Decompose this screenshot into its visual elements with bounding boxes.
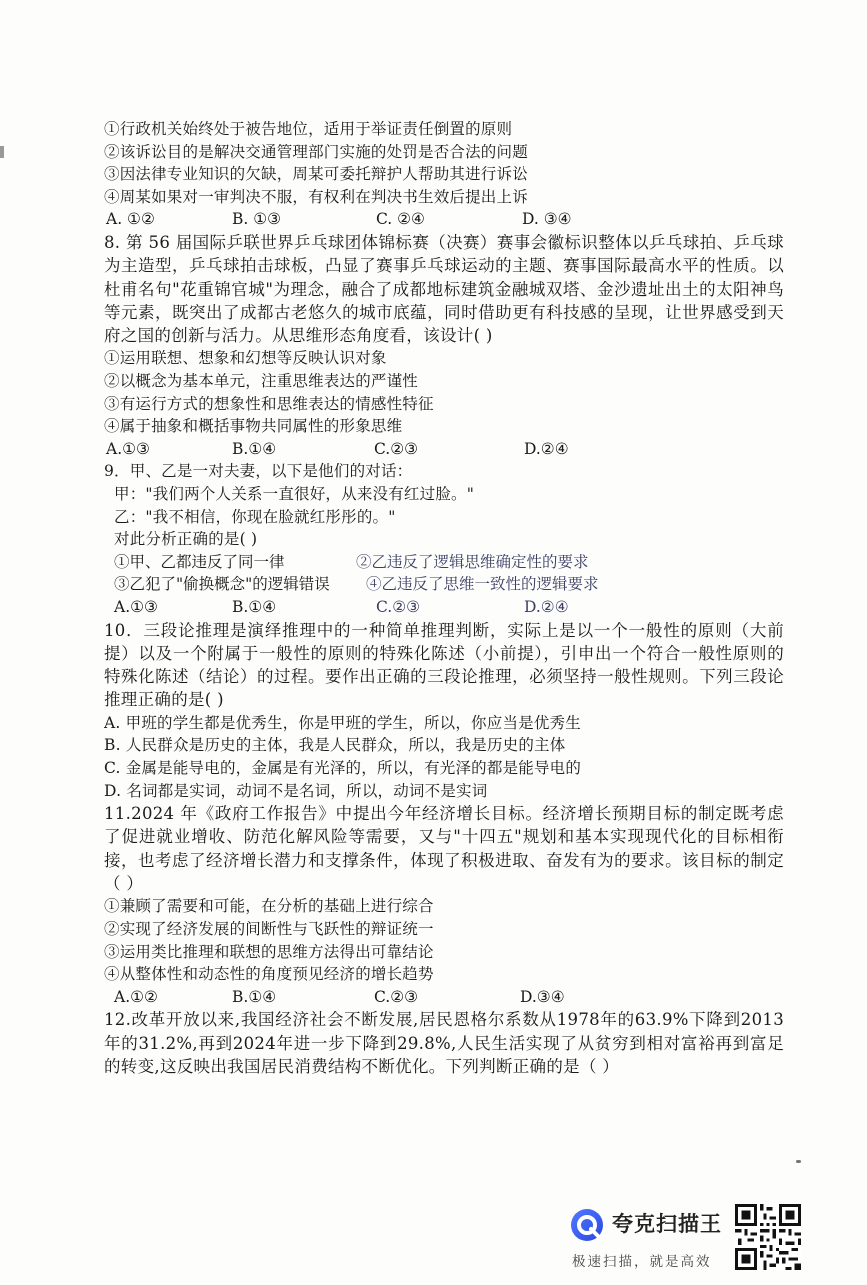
q8-item-3: ③有运行方式的想象性和思维表达的情感性特征 <box>104 394 434 413</box>
q11-stem: 11.2024 年《政府工作报告》中提出今年经济增长目标。经济增长预期目标的制定既考虑了促进就业增收、防范化解风险等需要，又与"十四五"规划和基本实现现代化的目标相衔接，也考虑了经济增长潜力和支撑条件，体现了积极进取、奋发有为的要求。该目标的制定（ ） <box>104 804 784 894</box>
q8-option-c: C.②③ <box>374 439 419 458</box>
q10-stem: 10．三段论推理是演绎推理中的一种简单推理判断，实际上是以一个一般性的原则（大前提）以及一个附属于一般性的原则的特殊化陈述（小前提），引申出一个符合一般性原则的特殊化陈述（结论）的过程。要作出正确的三段论推理，必须坚持一般性规则。下列三段论推理正确的是( ) <box>104 620 784 710</box>
q9-dialog-2: 乙："我不相信，你现在脸就红彤彤的。" <box>114 507 396 526</box>
q11-option-c: C.②③ <box>374 987 419 1006</box>
q8-item-1: ①运用联想、想象和幻想等反映认识对象 <box>104 349 387 368</box>
q9-option-d: D.②④ <box>524 597 569 616</box>
q9-option-c: C.②③ <box>376 597 421 616</box>
q11-option-d: D.③④ <box>520 987 565 1006</box>
q7-item-3: ③因法律专业知识的欠缺，周某可委托辩护人帮助其进行诉讼 <box>104 165 528 184</box>
quark-logo-icon <box>570 1208 604 1242</box>
q11-item-4: ④从整体性和动态性的角度预见经济的增长趋势 <box>104 965 434 984</box>
q11-option-a: A.①② <box>114 987 158 1006</box>
q9-item-4: ④乙违反了思维一致性的逻辑要求 <box>366 575 599 594</box>
watermark-subtitle: 极速扫描，就是高效 <box>572 1254 712 1270</box>
q8-options <box>104 438 784 461</box>
scan-edge-mark <box>0 146 4 158</box>
q7-option-b: B. ①③ <box>232 210 282 229</box>
q9-dialog-1: 甲："我们两个人关系一直很好，从来没有红过脸。" <box>114 485 475 504</box>
exam-content <box>104 118 784 1078</box>
q9-items-row-2 <box>104 573 784 596</box>
scanner-watermark <box>570 1200 860 1280</box>
q9-option-a: A.①③ <box>114 597 158 616</box>
q8-option-b: B.①④ <box>232 439 277 458</box>
q9-item-3: ③乙犯了"偷换概念"的逻辑错误 <box>114 575 330 594</box>
q11-options <box>104 986 784 1009</box>
q11-item-2: ②实现了经济发展的间断性与飞跃性的辩证统一 <box>104 919 434 938</box>
question-8-items <box>104 347 784 437</box>
q8-stem: 8. 第 56 届国际乒联世界乒乓球团体锦标赛（决赛）赛事会徽标识整体以乒乓球拍、乒乓球为主造型，乒乓球拍击球板，凸显了赛事乒乓球运动的主题、赛事国际最高水平的性质。以杜甫名句"花重锦官城"为理念，融合了成都地标建筑金融城双塔、金沙遗址出土的太阳神鸟等元素，既突出了成都古老悠久的城市底蕴，同时借助更有科技感的呈现，让世界感受到天府之国的创新与活力。从思维形态角度看，该设计( ) <box>104 232 784 346</box>
q11-item-3: ③运用类比推理和联想的思维方法得出可靠结论 <box>104 942 434 961</box>
q10-option-a: A. 甲班的学生都是优秀生，你是甲班的学生，所以，你应当是优秀生 <box>104 713 581 732</box>
q8-item-4: ④属于抽象和概括事物共同属性的形象思维 <box>104 417 403 436</box>
q7-options <box>104 208 784 231</box>
q9-item-2: ②乙违反了逻辑思维确定性的要求 <box>356 552 589 571</box>
q7-option-d: D. ③④ <box>522 210 572 229</box>
q9-items-row-1 <box>104 551 784 574</box>
q8-option-a: A.①③ <box>106 439 150 458</box>
q9-ask: 对此分析正确的是( ) <box>114 530 258 549</box>
q10-option-c: C. 金属是能导电的，金属是有光泽的，所以，有光泽的都是能导电的 <box>104 758 582 777</box>
q9-item-1: ①甲、乙都违反了同一律 <box>114 552 285 571</box>
q7-option-a: A. ①② <box>106 210 155 229</box>
q9-option-b: B.①④ <box>232 597 277 616</box>
q9-options <box>104 596 784 619</box>
q12-stem: 12.改革开放以来,我国经济社会不断发展,居民恩格尔系数从1978年的63.9%下降到2013年的31.2%,再到2024年进一步下降到29.8%,人民生活实现了从贫穷到相对富裕再到富足的转变,这反映出我国居民消费结构不断优化。下列判断正确的是（ ） <box>104 1010 784 1076</box>
q7-item-2: ②该诉讼目的是解决交通管理部门实施的处罚是否合法的问题 <box>104 142 528 161</box>
q10-option-b: B. 人民群众是历史的主体，我是人民群众，所以，我是历史的主体 <box>104 736 566 755</box>
q10-option-d: D. 名词都是实词，动词不是名词，所以，动词不是实词 <box>104 781 488 800</box>
q11-option-b: B.①④ <box>232 987 277 1006</box>
q9-stem: 9．甲、乙是一对夫妻，以下是他们的对话： <box>104 462 413 481</box>
q8-option-d: D.②④ <box>524 439 569 458</box>
q11-item-1: ①兼顾了需要和可能，在分析的基础上进行综合 <box>104 897 434 916</box>
scan-dot-mark <box>796 1160 801 1163</box>
watermark-title: 夸克扫描王 <box>612 1212 722 1236</box>
qr-code-icon <box>735 1202 801 1272</box>
question-7-items <box>104 118 784 208</box>
q7-item-1: ①行政机关始终处于被告地位，适用于举证责任倒置的原则 <box>104 120 513 138</box>
q7-option-c: C. ②④ <box>376 210 425 229</box>
q8-item-2: ②以概念为基本单元，注重思维表达的严谨性 <box>104 372 419 391</box>
q7-item-4: ④周某如果对一审判决不服，有权利在判决书生效后提出上诉 <box>104 187 528 206</box>
